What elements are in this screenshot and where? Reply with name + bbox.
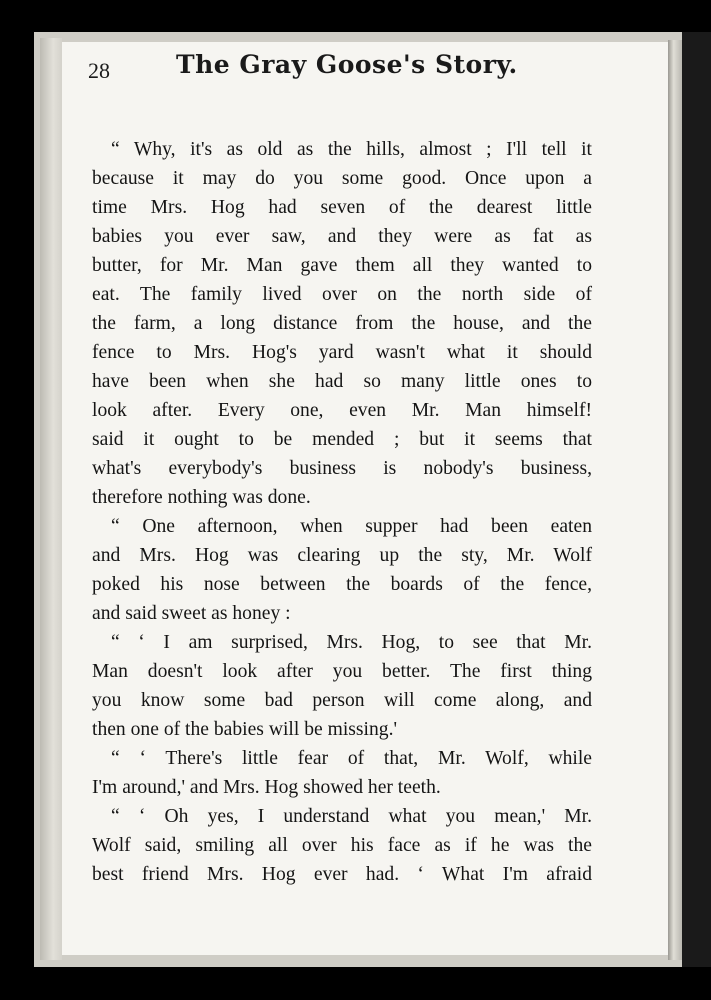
text-line: look after. Every one, even Mr. Man himself!	[92, 400, 592, 421]
text-line: then one of the babies will be missing.'	[92, 719, 398, 740]
text-line: best friend Mrs. Hog ever had. ‘ What I'm afraid	[92, 864, 592, 885]
text-line: “ ‘ Oh yes, I understand what you mean,' Mr.	[111, 806, 592, 827]
page-header	[88, 46, 528, 90]
text-line: fence to Mrs. Hog's yard wasn't what it should	[92, 342, 592, 363]
cover-edge-right-dark	[682, 32, 711, 967]
page-edges-right	[668, 40, 682, 960]
cover-edge-left	[40, 38, 62, 960]
text-line: babies you ever saw, and they were as fat as	[92, 226, 592, 247]
page-number: 28	[88, 58, 110, 83]
text-line: and said sweet as honey :	[92, 603, 291, 624]
text-line: said it ought to be mended ; but it seems that	[92, 429, 592, 450]
text-line: butter, for Mr. Man gave them all they wanted to	[92, 255, 592, 276]
text-line: what's everybody's business is nobody's business,	[92, 458, 592, 479]
text-line: Man doesn't look after you better. The first thing	[92, 661, 592, 682]
text-line: “ Why, it's as old as the hills, almost ; I'll tell it	[111, 139, 592, 160]
text-line: the farm, a long distance from the house, and the	[92, 313, 592, 334]
text-line: have been when she had so many little ones to	[92, 371, 592, 392]
text-line: “ ‘ There's little fear of that, Mr. Wolf, while	[111, 748, 592, 769]
text-line: time Mrs. Hog had seven of the dearest little	[92, 197, 592, 218]
text-line: because it may do you some good. Once upon a	[92, 168, 592, 189]
text-line: and Mrs. Hog was clearing up the sty, Mr. Wolf	[92, 545, 592, 566]
text-line: “ One afternoon, when supper had been eaten	[111, 516, 592, 537]
running-title: The Gray Goose's Story.	[176, 50, 518, 79]
text-line: Wolf said, smiling all over his face as if he was the	[92, 835, 592, 856]
text-line: poked his nose between the boards of the fence,	[92, 574, 592, 595]
text-line: you know some bad person will come along, and	[92, 690, 592, 711]
text-line: I'm around,' and Mrs. Hog showed her teeth.	[92, 777, 441, 798]
text-line: eat. The family lived over on the north side of	[92, 284, 592, 305]
text-line: “ ‘ I am surprised, Mrs. Hog, to see that Mr.	[111, 632, 592, 653]
text-line: therefore nothing was done.	[92, 487, 311, 508]
